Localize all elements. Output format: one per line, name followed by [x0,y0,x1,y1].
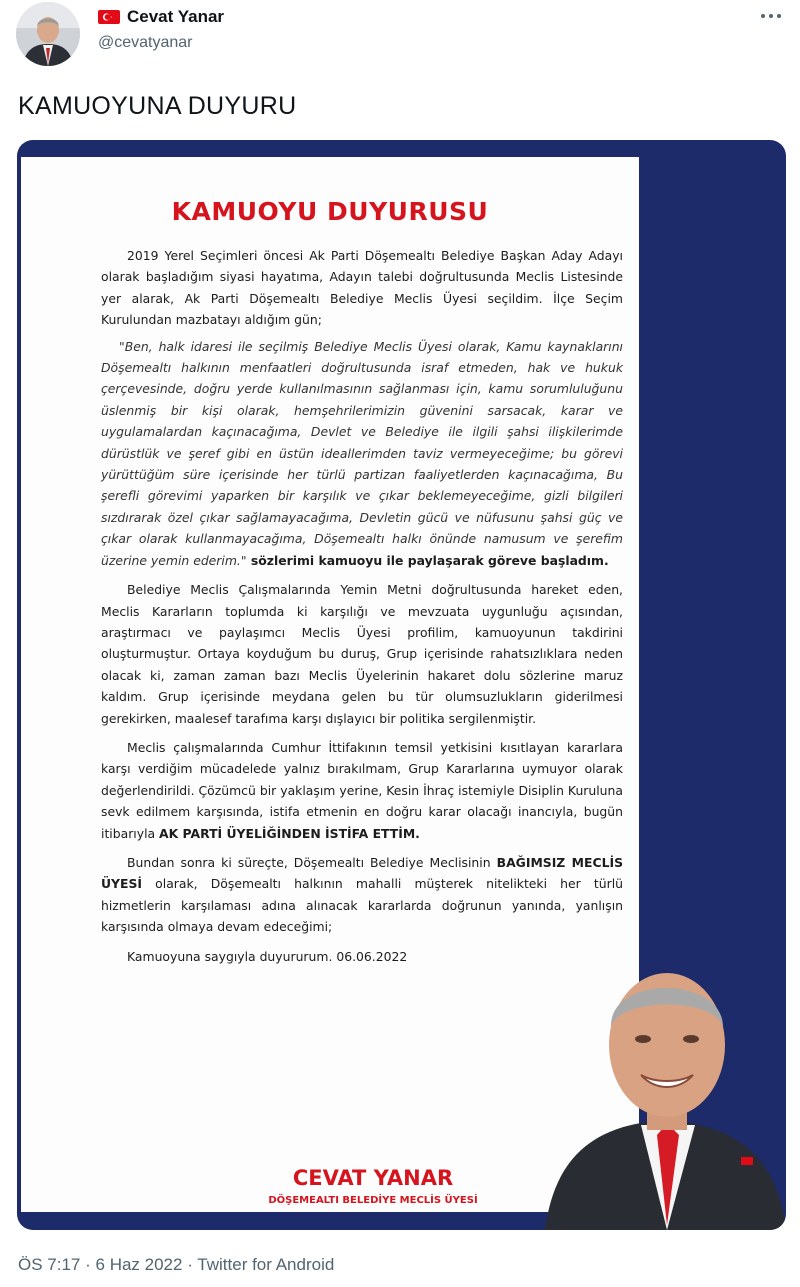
document-body [101,245,623,967]
oath-quote-tail: sözlerimi kamuoyu ile paylaşarak göreve başladım. [246,552,609,568]
independent-rest: olarak, Döşemealtı halkının mahalli müşterek nitelikteki her türlü hizmetlerin karşılaması adına alınacak kararlarda doğrunun yanında, yanlışın karşısında olmaya devam edeceğimi; [101,876,623,935]
resignation-statement: AK PARTİ ÜYELİĞİNDEN İSTİFA ETTİM. [159,825,420,841]
author-name[interactable]: Cevat Yanar [127,7,225,26]
tweet-header [0,0,800,80]
avatar-image [16,2,80,66]
paragraph-resignation [101,737,623,844]
paragraph-council-work: Belediye Meclis Çalışmalarında Yemin Metni doğrultusunda hareket eden, Meclis Kararların toplumda ki karşılığı ve mevzuata uygunluğu açısından, araştırmacı ve paylaşımcı Meclis Üyesi profilim, kamuoyunun takdirini oluşturmuştur. Ortaya koyduğum bu duruş, Grup içerisinde rahatsızlıklara neden olacak ki, zaman zaman bazı Meclis Üyelerinin hakaret dolu sözlerine maruz kaldım. Grup içerisinde meydana gelen bu tür olumsuzlukların giderilmesi gerekirken, maalesef tarafıma karşı dışlayıcı bir politika sergilenmiştir. [101,582,623,726]
author-avatar[interactable] [16,2,80,66]
paragraph-independent [101,852,623,938]
tweet-client-link[interactable]: Twitter for Android [197,1255,335,1274]
independent-status: BAĞIMSIZ MECLİS ÜYESİ [101,854,624,892]
tweet-metadata [18,1255,334,1275]
independent-lead: Bundan sonra ki süreçte, Döşemealtı Belediye Meclisinin [127,854,497,870]
meta-separator: · [85,1255,91,1274]
meta-separator: · [187,1255,193,1274]
paragraph-intro: 2019 Yerel Seçimleri öncesi Ak Parti Döşemealtı Belediye Başkan Aday Adayı olarak başladığım siyasi hayatıma, Adayın talebi doğrultusunda Meclis Listesinde yer alarak, Ak Parti Döşemealtı Belediye Meclis Üyesi seçildim. İlçe Seçim Kurulundan mazbatayı aldığım gün; [101,248,623,328]
portrait-photo [545,935,786,1230]
oath-quote: "Ben, halk idaresi ile seçilmiş Belediye Meclis Üyesi olarak, Kamu kaynaklarını Döşemealtı halkının menfaatleri doğrultusunda israf etmeden, hak ve hukuk çerçevesinde, doğru yerde kullanılmasının sağlanması için, kamu sorumluluğunu üslenmiş bir kişi olarak, hemşehrilerimizin güvenini sarsacak, karar ve uygulamalardan kaçınacağıma, Devlet ve Belediye ile ilgili şahsi ilişkilerimde dürüstlük ve şeref gibi en üstün ideallerimden taviz vermeyeceğime; bu görevi yürüttüğüm süre içerisinde her türlü partizan faaliyetlerden kaçınacağıma, Bu şerefli görevimi yaparken bir karşılık ve çıkar beklemeyeceğime, gizli bilgileri sızdırarak özel çıkar sağlamayacağıma, Devletin gücü ve nüfusunu şahsi güç ve çıkar olarak kullanmayacağıma, Döşemealtı halkı önünde namusum ve şerefim üzerine yemin ederim." [101,338,623,568]
author-handle[interactable]: @cevatyanar [98,34,193,51]
lapel-pin-icon [741,1157,753,1165]
signature-name: CEVAT YANAR [292,1166,454,1190]
tweet-time[interactable]: ÖS 7:17 [18,1255,81,1274]
signature-title: DÖŞEMEALTI BELEDİYE MECLİS ÜYESİ [268,1195,478,1206]
tweet-media-image[interactable] [17,140,786,1230]
oath-quote-paragraph [101,336,623,571]
document-title: KAMUOYU DUYURUSU [171,197,489,226]
resignation-text: Meclis çalışmalarında Cumhur İttifakının temsil yetkisini kısıtlayan kararlara karşı verdiğim mücadelede yalnız bırakılmam, Grup Kararlarına uymuyor olarak değerlendirildi. Çözümcü bir yaklaşım yerine, Kesin İhraç istemiyle Disiplin Kuruluna sevk edilmem karşısında, istifa etmenin en doğru karar olacağı inancıyla, bugün itibarıyla [101,739,623,841]
author-name-row [98,6,224,28]
turkey-flag-icon [98,10,120,24]
closing-line: Kamuoyuna saygıyla duyururum. 06.06.2022 [127,948,408,964]
tweet-text: KAMUOYUNA DUYURU [18,92,297,120]
more-options-icon[interactable] [758,6,784,26]
tweet-date[interactable]: 6 Haz 2022 [95,1255,183,1274]
